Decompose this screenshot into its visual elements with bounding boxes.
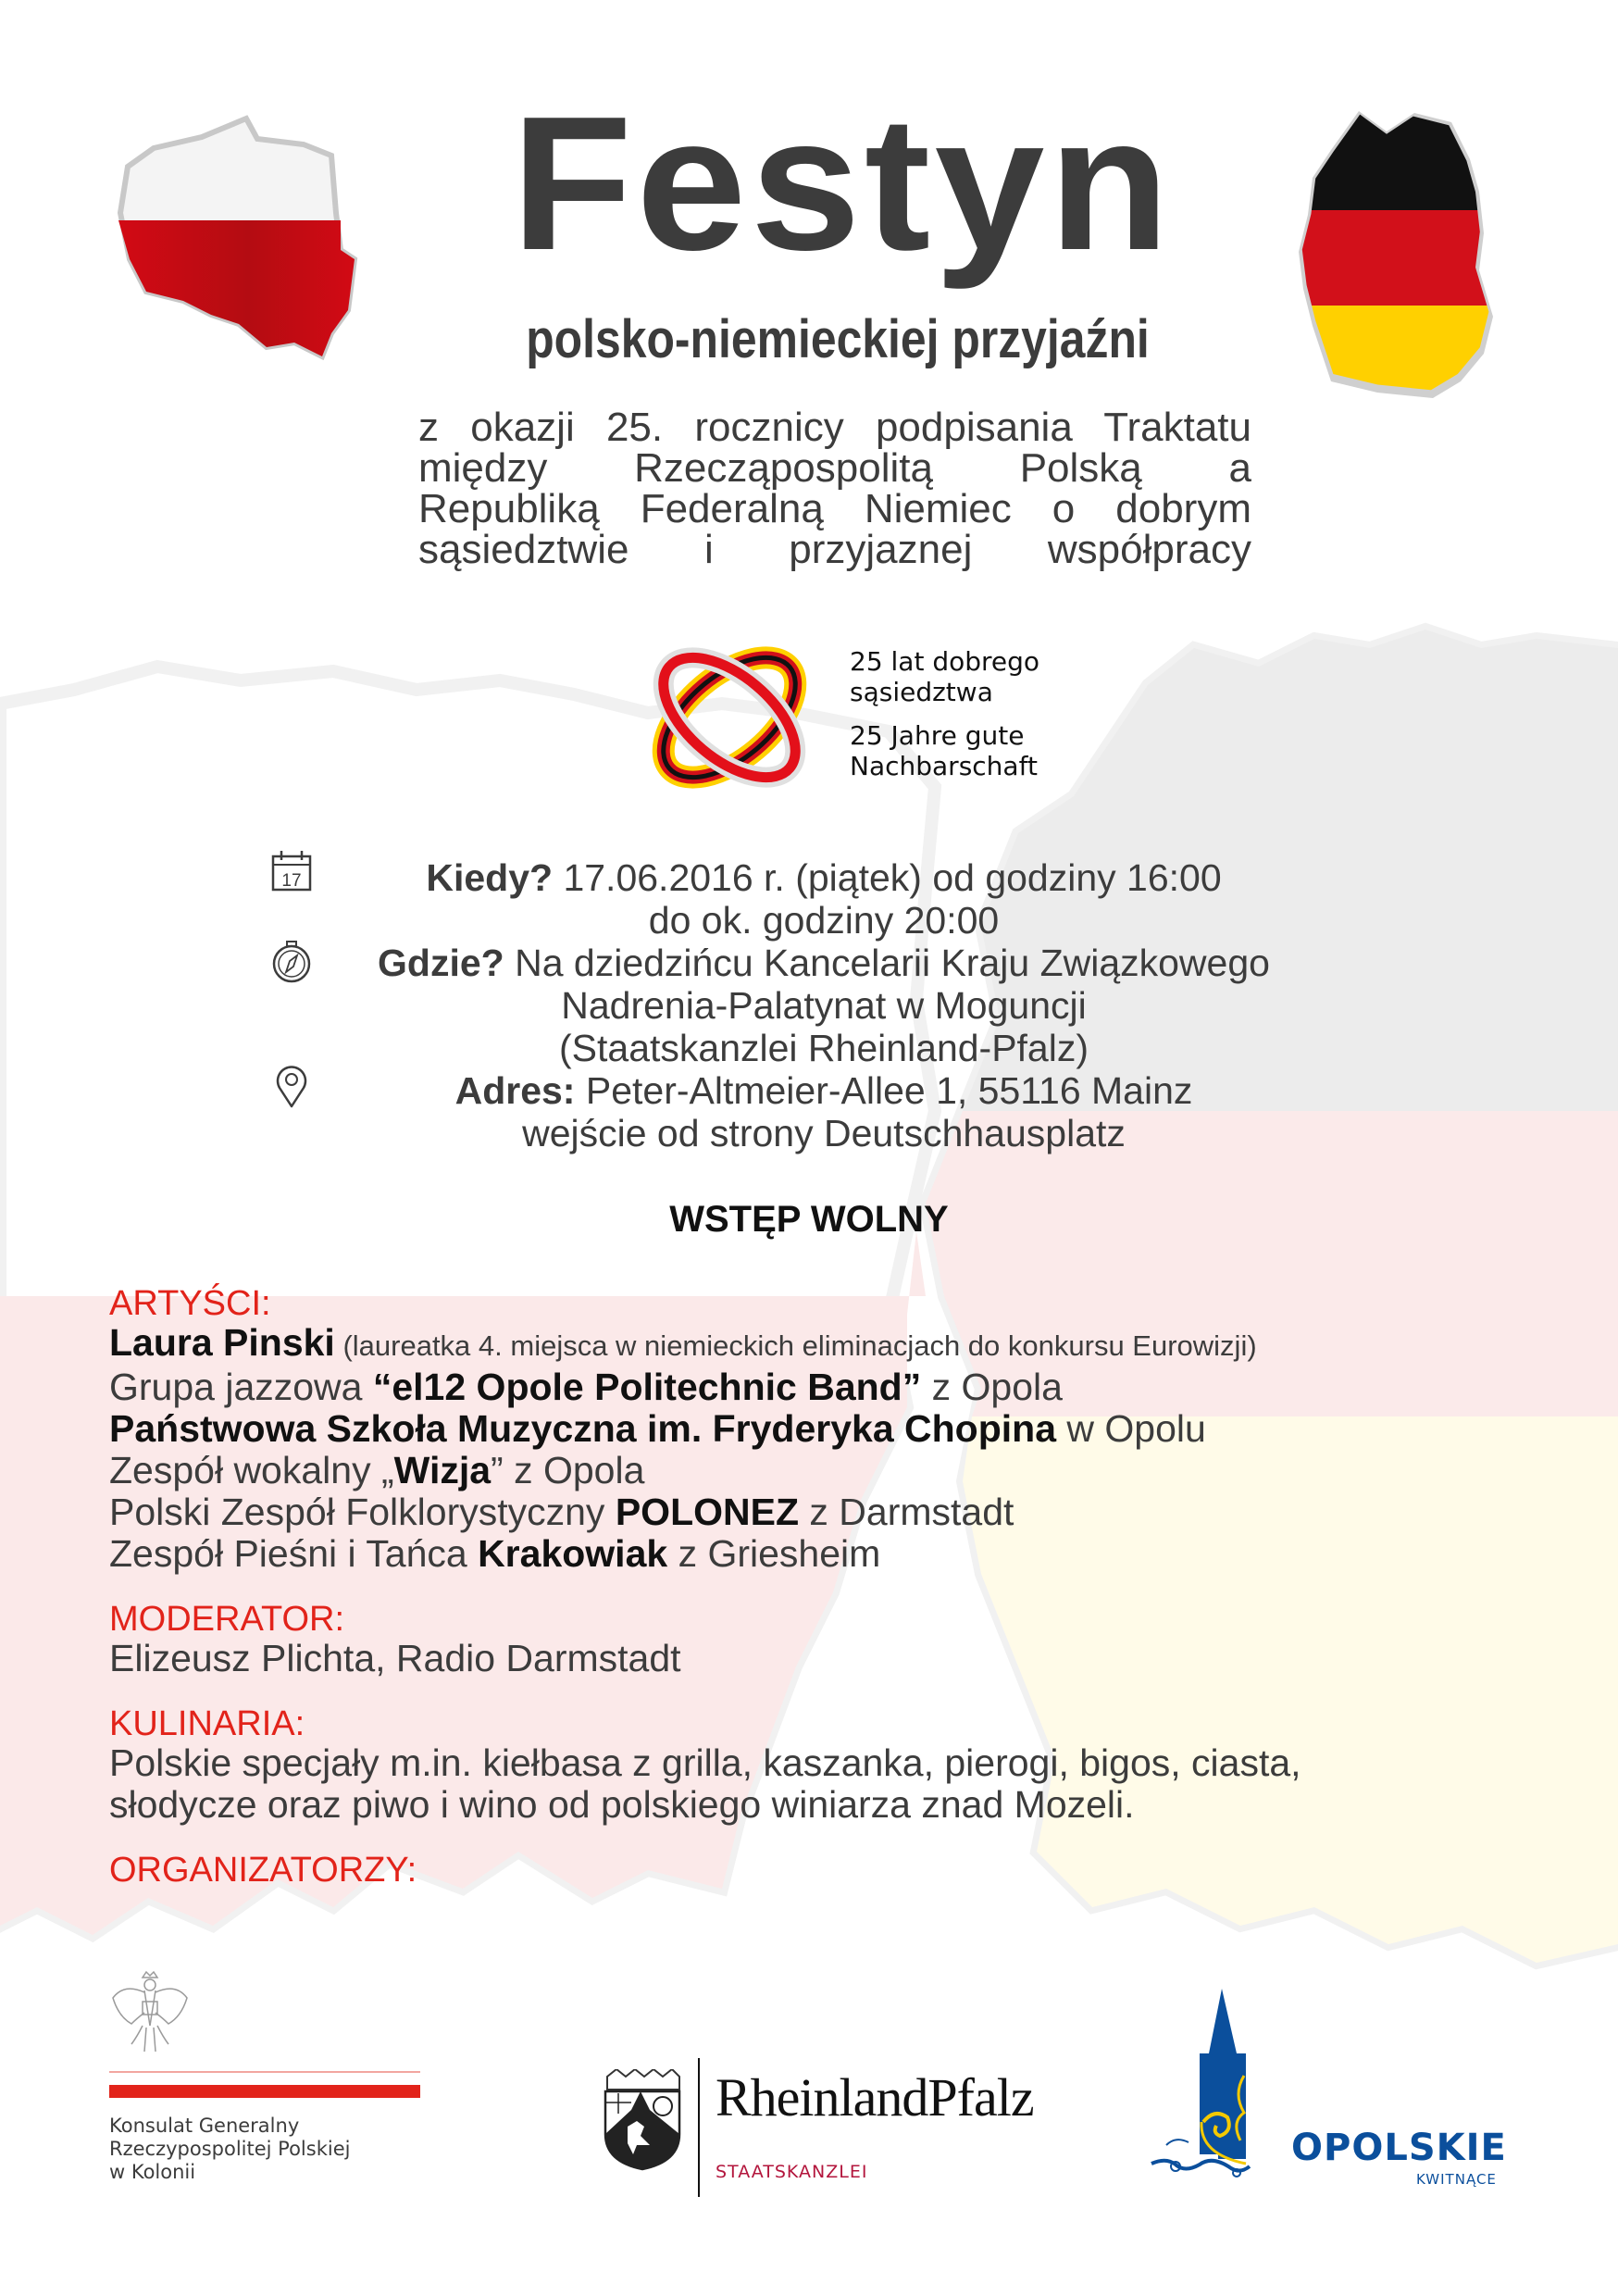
occasion-line: sąsiedztwie i przyjaznej współpracy bbox=[418, 527, 1251, 572]
artist-item: Zespół Pieśni i Tańca Krakowiak z Griesheim bbox=[109, 1532, 881, 1575]
anniversary-pl-line1: 25 lat dobrego bbox=[850, 646, 1040, 677]
anniversary-text bbox=[850, 646, 1039, 781]
address-label: Adres: bbox=[454, 1069, 576, 1112]
rheinland-pfalz-coat-of-arms-icon bbox=[600, 2069, 685, 2171]
artists-heading: ARTYŚCI: bbox=[109, 1284, 271, 1323]
where-line1: Na dziedzińcu Kancelarii Kraju Związkowego bbox=[504, 942, 1270, 984]
svg-text:17: 17 bbox=[281, 871, 302, 891]
artist-item: Zespół wokalny „Wizja” z Opola bbox=[109, 1449, 645, 1491]
occasion-line: Republiką Federalną Niemiec o dobrym bbox=[418, 486, 1251, 531]
culinary-heading: KULINARIA: bbox=[109, 1704, 305, 1743]
organizers-heading: ORGANIZATORZY: bbox=[109, 1851, 417, 1890]
calendar-icon bbox=[270, 849, 313, 893]
anniversary-knot-logo-icon bbox=[637, 630, 822, 805]
culinary-line2: słodycze oraz piwo i wino od polskiego winiarza znad Mozeli. bbox=[109, 1783, 1135, 1826]
consulate-thin-line bbox=[109, 2071, 420, 2073]
opolskie-name: OPOLSKIE bbox=[1291, 2127, 1507, 2169]
subtitle: polsko-niemieckiej przyjaźni bbox=[526, 309, 1150, 369]
opolskie-sub: KWITNĄCE bbox=[1416, 2171, 1497, 2188]
anniversary-de-line2: Nachbarschaft bbox=[850, 751, 1038, 781]
anniversary-pl-line2: sąsiedztwa bbox=[850, 677, 993, 707]
moderator-text: Elizeusz Plichta, Radio Darmstadt bbox=[109, 1637, 681, 1679]
where-line3: (Staatskanzlei Rheinland-Pfalz) bbox=[559, 1027, 1089, 1069]
moderator-heading: MODERATOR: bbox=[109, 1600, 345, 1639]
where-row bbox=[268, 942, 1379, 984]
artist-item: Polski Zespół Folklorystyczny POLONEZ z Darmstadt bbox=[109, 1491, 1014, 1533]
where-label: Gdzie? bbox=[378, 942, 504, 984]
occasion-text bbox=[418, 407, 1251, 570]
address-line1: Peter-Altmeier-Allee 1, 55116 Mainz bbox=[575, 1069, 1193, 1112]
address-row bbox=[268, 1069, 1379, 1112]
free-entry-text: WSTĘP WOLNY bbox=[669, 1199, 949, 1240]
rlp-sub: STAATSKANZLEI bbox=[716, 2162, 868, 2182]
page-title: Festyn bbox=[511, 77, 1174, 290]
address-line2: wejście od strony Deutschhausplatz bbox=[522, 1112, 1126, 1154]
when-line2: do ok. godziny 20:00 bbox=[648, 899, 1000, 942]
map-pin-icon bbox=[270, 1064, 313, 1108]
where-line2: Nadrenia-Palatynat w Moguncji bbox=[561, 984, 1087, 1027]
compass-icon bbox=[270, 940, 313, 984]
event-details bbox=[268, 856, 1379, 1154]
occasion-line: między Rzecząpospolitą Polską a bbox=[418, 445, 1251, 491]
when-label: Kiedy? bbox=[426, 856, 554, 899]
program-sections bbox=[109, 1285, 1553, 1889]
polish-eagle-emblem-icon bbox=[109, 1970, 191, 2055]
artist-item: Państwowa Szkoła Muzyczna im. Fryderyka Chopina w Opolu bbox=[109, 1407, 1206, 1450]
when-row bbox=[268, 856, 1379, 899]
rlp-name: RheinlandPfalz bbox=[716, 2067, 1034, 2128]
occasion-line: z okazji 25. rocznicy podpisania Traktatu bbox=[418, 405, 1251, 450]
artist-item: Grupa jazzowa “el12 Opole Politechnic Band” z Opola bbox=[109, 1366, 1063, 1408]
anniversary-de-line1: 25 Jahre gute bbox=[850, 720, 1025, 751]
opolskie-tower-logo-icon bbox=[1148, 1983, 1305, 2182]
germany-flag-map-icon bbox=[1294, 104, 1516, 409]
consulate-red-bar bbox=[109, 2085, 420, 2098]
consulate-name: Konsulat Generalny Rzeczypospolitej Polskiej w Kolonii bbox=[109, 2115, 351, 2183]
culinary-line1: Polskie specjały m.in. kiełbasa z grilla, kaszanka, pierogi, bigos, ciasta, bbox=[109, 1741, 1301, 1784]
poland-flag-map-icon bbox=[109, 111, 387, 366]
rlp-divider bbox=[698, 2058, 700, 2197]
artist-item: Laura Pinski (laureatka 4. miejsca w niemieckich eliminacjach do konkursu Eurowizji) bbox=[109, 1321, 1257, 1364]
when-line1: 17.06.2016 r. (piątek) od godziny 16:00 bbox=[553, 856, 1222, 899]
